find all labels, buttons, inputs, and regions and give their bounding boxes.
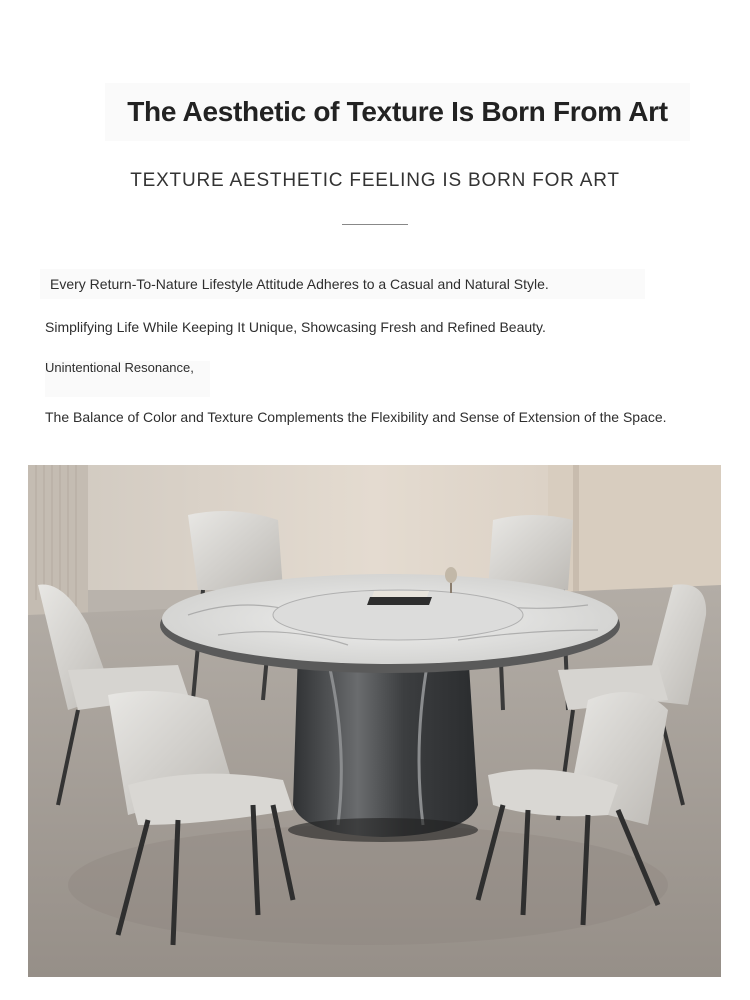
description-line: Unintentional Resonance, xyxy=(45,361,210,397)
dining-scene xyxy=(28,465,721,977)
divider xyxy=(342,224,408,225)
page-subheading: TEXTURE AESTHETIC FEELING IS BORN FOR ART xyxy=(130,170,620,191)
dining-set-photo xyxy=(28,465,721,977)
description-line: The Balance of Color and Texture Complements the Flexibility and Sense of Extension of the Space. xyxy=(45,409,667,425)
description-line: Simplifying Life While Keeping It Unique, Showcasing Fresh and Refined Beauty. xyxy=(45,319,546,335)
page-heading: The Aesthetic of Texture Is Born From Art xyxy=(105,83,690,141)
description-line: Every Return-To-Nature Lifestyle Attitude Adheres to a Casual and Natural Style. xyxy=(40,269,645,299)
